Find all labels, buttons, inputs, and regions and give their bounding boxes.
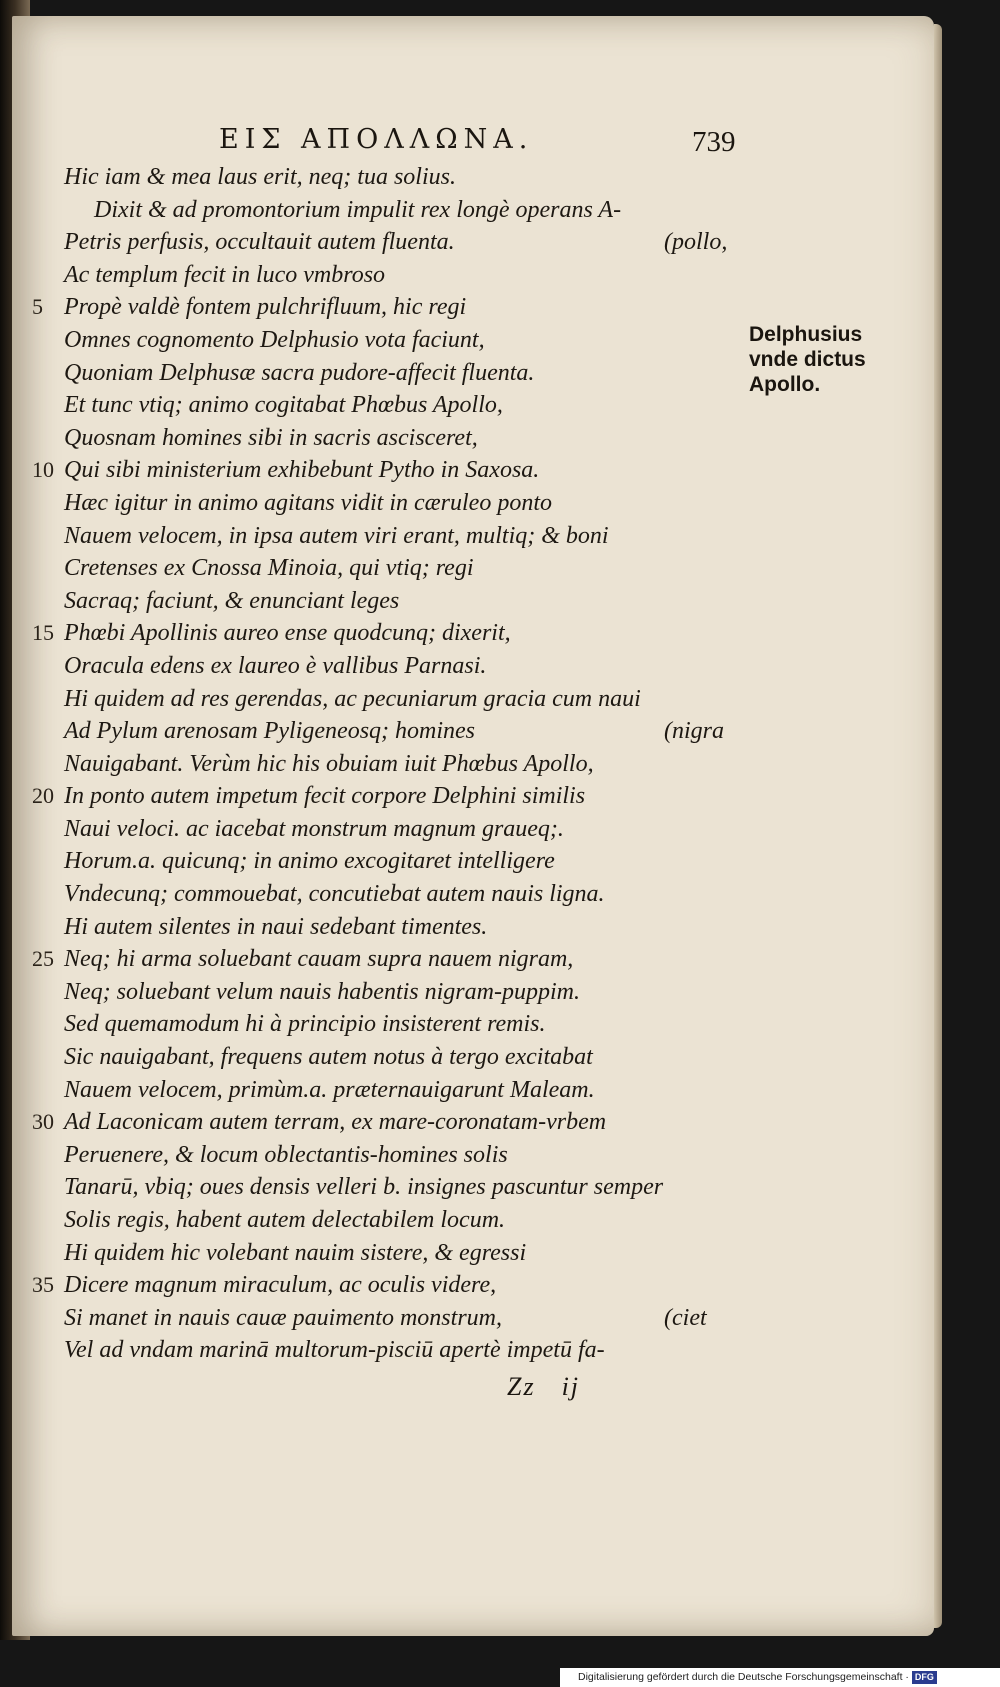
credit-text: Digitalisierung gefördert durch die Deutsche Forschungsgemeinschaft · bbox=[578, 1671, 909, 1683]
page-number: 739 bbox=[692, 126, 736, 158]
verse-line bbox=[32, 422, 747, 455]
verse-line bbox=[32, 780, 747, 813]
verse-text: Ad Pylum arenosam Pyligeneosq; homines bbox=[64, 718, 476, 745]
signature-letters: Zz bbox=[507, 1372, 536, 1401]
verse-text: Dixit & ad promontorium impulit rex longè operans A- bbox=[94, 196, 622, 223]
verse-continuation: (nigra bbox=[664, 718, 724, 745]
verse-text: Sed quemamodum hi à principio insisterent remis. bbox=[64, 1011, 546, 1038]
verse-text: Dicere magnum miraculum, ac oculis videre, bbox=[64, 1272, 497, 1299]
verse-text: Sic nauigabant, frequens autem notus à tergo excitabat bbox=[64, 1044, 593, 1071]
verse-text: Vel ad vndam marinā multorum-pisciū apertè impetū fa- bbox=[64, 1337, 605, 1364]
verse-line bbox=[32, 1171, 747, 1204]
verse-line bbox=[32, 357, 747, 390]
verse-continuation: (ciet bbox=[664, 1304, 707, 1331]
book-page bbox=[12, 16, 934, 1636]
verse-text: Phœbi Apollinis aureo ense quodcunq; dixerit, bbox=[64, 620, 511, 647]
verse-line bbox=[32, 487, 747, 520]
marginal-note-line: Apollo. bbox=[749, 373, 821, 396]
marginal-note-line: vnde dictus bbox=[749, 348, 866, 371]
verse-text: Ac templum fecit in luco vmbroso bbox=[64, 261, 386, 288]
verse-line bbox=[32, 878, 747, 911]
verse-text: Ad Laconicam autem terram, ex mare-coronatam-vrbem bbox=[64, 1109, 607, 1136]
verse-line bbox=[32, 291, 747, 324]
verse-line bbox=[32, 683, 747, 716]
verse-text-block bbox=[32, 161, 747, 1367]
verse-line bbox=[32, 161, 747, 194]
line-number: 35 bbox=[32, 1272, 54, 1298]
line-number: 20 bbox=[32, 783, 54, 809]
running-title: ΕΙΣ ΑΠΟΛΛΩΝΑ. bbox=[219, 124, 534, 155]
verse-line bbox=[32, 1269, 747, 1302]
verse-line bbox=[32, 194, 747, 227]
verse-text: Quoniam Delphusæ sacra pudore-affecit fluenta. bbox=[64, 359, 535, 386]
verse-continuation: (pollo, bbox=[664, 229, 728, 256]
verse-line bbox=[32, 976, 747, 1009]
verse-text: Peruenere, & locum oblectantis-homines solis bbox=[64, 1141, 508, 1168]
verse-line bbox=[32, 226, 747, 259]
verse-text: Propè valdè fontem pulchrifluum, hic regi bbox=[64, 294, 467, 321]
signature-mark bbox=[507, 1372, 580, 1402]
verse-line bbox=[32, 1334, 747, 1367]
verse-line bbox=[32, 650, 747, 683]
verse-text: Tanarū, vbiq; oues densis velleri b. insignes pascuntur semper bbox=[64, 1174, 664, 1201]
verse-text: Petris perfusis, occultauit autem fluenta. bbox=[64, 229, 455, 256]
verse-text: Solis regis, habent autem delectabilem locum. bbox=[64, 1207, 506, 1233]
verse-text: Hi quidem hic volebant nauim sistere, & egressi bbox=[64, 1239, 527, 1266]
digitization-credit bbox=[560, 1668, 1000, 1687]
verse-line bbox=[32, 1204, 747, 1237]
verse-line bbox=[32, 454, 747, 487]
verse-text: Oracula edens ex laureo è vallibus Parnasi. bbox=[64, 652, 487, 679]
line-number: 30 bbox=[32, 1109, 54, 1135]
verse-text: Hic iam & mea laus erit, neq; tua solius. bbox=[64, 164, 456, 190]
verse-text: Nauem velocem, in ipsa autem viri erant, multiq; & boni bbox=[64, 522, 609, 549]
verse-line bbox=[32, 259, 747, 292]
verse-text: Cretenses ex Cnossa Minoia, qui vtiq; regi bbox=[64, 555, 474, 582]
verse-text: Hi quidem ad res gerendas, ac pecuniarum gracia cum naui bbox=[64, 685, 641, 712]
verse-line bbox=[32, 748, 747, 781]
verse-text: Qui sibi ministerium exhibebunt Pytho in Saxosa. bbox=[64, 457, 540, 484]
verse-line bbox=[32, 1041, 747, 1074]
verse-line bbox=[32, 715, 747, 748]
verse-line bbox=[32, 1237, 747, 1270]
verse-line bbox=[32, 943, 747, 976]
verse-text: Si manet in nauis cauæ pauimento monstrum, bbox=[64, 1304, 502, 1331]
verse-line bbox=[32, 1302, 747, 1335]
signature-number: ij bbox=[561, 1372, 581, 1401]
dfg-logo: DFG bbox=[912, 1671, 937, 1684]
verse-text: Quosnam homines sibi in sacris ascisceret, bbox=[64, 424, 478, 451]
verse-line bbox=[32, 911, 747, 944]
verse-line bbox=[32, 324, 747, 357]
verse-line bbox=[32, 1008, 747, 1041]
verse-line bbox=[32, 520, 747, 553]
verse-text: Nauem velocem, primùm.a. præternauigarunt Maleam. bbox=[64, 1076, 595, 1103]
verse-text: Omnes cognomento Delphusio vota faciunt, bbox=[64, 326, 485, 353]
verse-text: Et tunc vtiq; animo cogitabat Phœbus Apollo, bbox=[64, 392, 503, 419]
verse-line bbox=[32, 585, 747, 618]
verse-text: Neq; soluebant velum nauis habentis nigram-puppim. bbox=[64, 978, 580, 1005]
line-number: 10 bbox=[32, 457, 54, 483]
verse-text: Hæc igitur in animo agitans vidit in cæruleo ponto bbox=[64, 489, 552, 516]
verse-line bbox=[32, 845, 747, 878]
verse-line bbox=[32, 1139, 747, 1172]
verse-text: Nauigabant. Verùm hic his obuiam iuit Phœbus Apollo, bbox=[64, 750, 594, 777]
verse-text: In ponto autem impetum fecit corpore Delphini similis bbox=[64, 783, 586, 810]
line-number: 25 bbox=[32, 946, 54, 972]
marginal-note bbox=[749, 322, 899, 397]
verse-text: Horum.a. quicunq; in animo excogitaret intelligere bbox=[64, 848, 555, 875]
verse-text: Sacraq; faciunt, & enunciant leges bbox=[64, 587, 400, 614]
verse-line bbox=[32, 1106, 747, 1139]
verse-text: Hi autem silentes in naui sedebant timentes. bbox=[64, 913, 488, 940]
line-number: 5 bbox=[32, 294, 43, 320]
verse-text: Vndecunq; commouebat, concutiebat autem nauis ligna. bbox=[64, 881, 605, 908]
verse-line bbox=[32, 1074, 747, 1107]
verse-line bbox=[32, 617, 747, 650]
verse-text: Naui veloci. ac iacebat monstrum magnum graueq;. bbox=[64, 815, 564, 842]
verse-line bbox=[32, 813, 747, 846]
line-number: 15 bbox=[32, 620, 54, 646]
marginal-note-line: Delphusius bbox=[749, 323, 863, 346]
verse-line bbox=[32, 389, 747, 422]
verse-line bbox=[32, 552, 747, 585]
verse-text: Neq; hi arma soluebant cauam supra nauem nigram, bbox=[64, 946, 574, 973]
